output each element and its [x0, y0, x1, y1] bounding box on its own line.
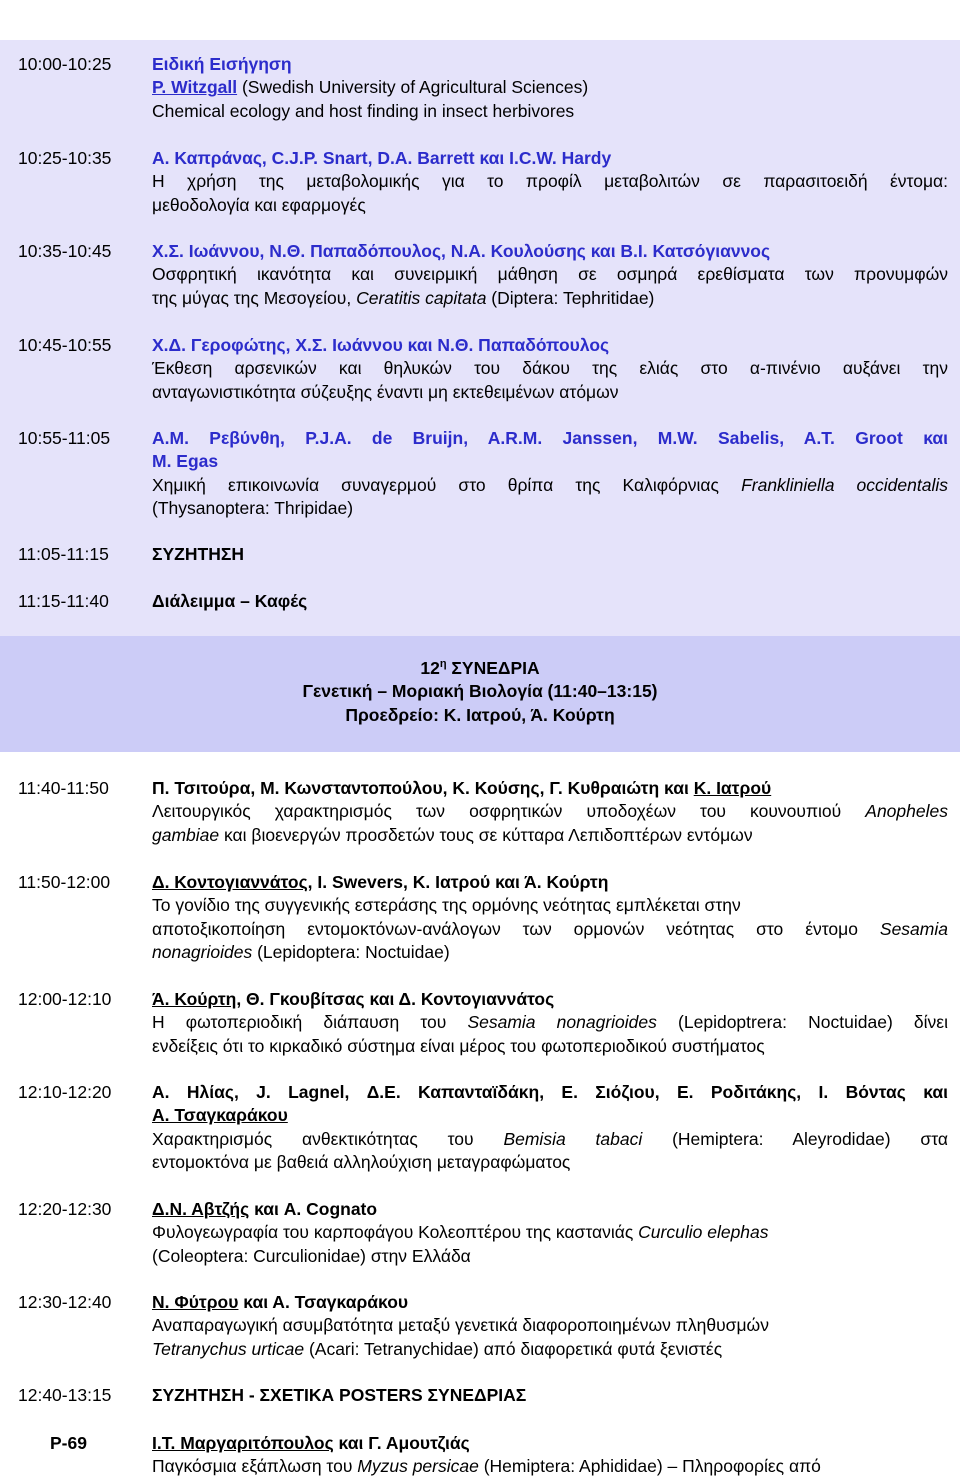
entry-time: 12:10-12:20: [18, 1082, 112, 1102]
session-topic: Γενετική – Μοριακή Βιολογία (11:40–13:15): [302, 681, 658, 702]
presenting-author: Δ. Κοντογιαννάτος: [152, 872, 308, 892]
talk-title-line: Έκθεση αρσενικών και θηλυκών του δάκου της ελιάς στο α-πινένιο αυξάνει την: [152, 358, 948, 379]
keynote-label: Ειδική Εισήγηση: [152, 54, 292, 74]
species-name: Sesamia: [879, 918, 948, 939]
talk-title-text: (Lepidoptrera: Noctuidae) δίνει: [656, 1012, 948, 1033]
discussion-label: ΣΥΖΗΤΗΣΗ - ΣΧΕΤΙΚΑ POSTERS ΣΥΝΕΔΡΙΑΣ: [152, 1385, 527, 1405]
species-name: gambiae: [152, 824, 220, 845]
session-title: $12^\eta$ ΣΥΝΕΔΡΙΑ: [420, 658, 540, 678]
talk-title-line: Η χρήση της μεταβολομικής για το προφίλ μεταβολιτών σε παρασιτοειδή έντομα:: [152, 171, 948, 192]
talk-title-text: Η φωτοπεριοδική διάπαυση του: [152, 1012, 468, 1033]
discussion-label: ΣΥΖΗΤΗΣΗ: [152, 544, 244, 564]
talk-title-text: αποτοξικοποίηση εντομοκτόνων-ανάλογων των ορμονών νεότητας στο έντομο: [152, 918, 880, 939]
talk-title-line: Το γονίδιο της συγγενικής εστεράσης της ορμόνης νεότητας εμπλέκεται στην: [152, 895, 741, 916]
species-name: Ceratitis capitata: [356, 287, 487, 308]
talk-title-text: της μύγας της Μεσογείου,: [152, 287, 357, 308]
entry-time: 11:40-11:50: [18, 778, 109, 798]
species-name: Myzus persicae: [357, 1456, 479, 1477]
presenting-author: Ν. Φύτρου: [152, 1292, 239, 1312]
talk-title-text: και βιοενεργών προσδετών τους σε κύτταρα Λεπιδοπτέρων εντόμων: [219, 824, 753, 845]
entry-time: 12:30-12:40: [18, 1292, 112, 1312]
talk-title-text: Χαρακτηρισμός ανθεκτικότητας του: [152, 1128, 504, 1149]
affiliation: (Swedish University of Agricultural Sciences): [237, 77, 589, 98]
species-name: Tetranychus urticae: [152, 1338, 305, 1359]
entry-time: 12:20-12:30: [18, 1199, 112, 1219]
entry-time: 10:55-11:05: [18, 428, 111, 448]
break-label: Διάλειμμα – Καφές: [152, 591, 308, 611]
session-header-band: [0, 636, 960, 752]
presenting-author: Ά. Κούρτη: [152, 989, 237, 1009]
authors: Χ.Σ. Ιωάννου, Ν.Θ. Παπαδόπουλος, Ν.Α. Κουλούσης και Β.Ι. Κατσόγιαννος: [152, 241, 771, 261]
species-name: nonagrioides: [152, 941, 253, 962]
talk-title-text: (Diptera: Tephritidae): [486, 287, 655, 308]
presenting-author: Α. Τσαγκαράκου: [152, 1105, 288, 1126]
entry-time: 10:25-10:35: [18, 148, 112, 168]
talk-title-line: Οσφρητική ικανότητα και συνειρμική μάθηση σε οσμηρά ερεθίσματα των προνυμφών: [152, 264, 948, 285]
presenting-author: Δ.Ν. Αβτζής: [152, 1199, 250, 1219]
authors: , I. Swevers, Κ. Ιατρού και Ά. Κούρτη: [307, 872, 609, 892]
species-name: Bemisia tabaci: [503, 1128, 643, 1149]
talk-title-text: Λειτουργικός χαρακτηρισμός των οσφρητικών υποδοχέων του κουνουπιού: [152, 801, 866, 822]
talk-title-line: ενδείξεις ότι το κιρκαδικό σύστημα είναι μέρος του φωτοπεριοδικού συστήματος: [152, 1035, 765, 1056]
authors: Α. Ηλίας, J. Lagnel, Δ.Ε. Καπανταϊδάκη, Ε. Σιόζιου, Ε. Ροδιτάκης, Ι. Βόντας και: [152, 1082, 948, 1102]
authors: M. Egas: [152, 451, 219, 472]
species-name: Anopheles: [865, 801, 948, 822]
authors: Π. Τσιτούρα, Μ. Κωνσταντοπούλου, Κ. Κούσης, Γ. Κυθραιώτη και: [152, 778, 694, 798]
species-name: Frankliniella occidentalis: [741, 474, 948, 495]
talk-title-line: εντομοκτόνα με βαθειά αλληλούχιση μεταγραφώματος: [152, 1151, 571, 1172]
talk-title: Chemical ecology and host finding in insect herbivores: [152, 100, 575, 121]
authors: , Θ. Γκουβίτσας και Δ. Κοντογιαννάτος: [236, 989, 555, 1009]
entry-time: 11:15-11:40: [18, 591, 109, 611]
talk-title-text: Χημική επικοινωνία συναγερμού στο θρίπα της Καλιφόρνιας: [152, 474, 742, 495]
entry-time: 12:40-13:15: [18, 1385, 112, 1405]
authors: Α.Μ. Ρεβύνθη, P.J.A. de Bruijn, A.R.M. Janssen, M.W. Sabelis, A.T. Groot και: [152, 428, 948, 448]
species-name: Curculio elephas: [638, 1222, 769, 1243]
species-name: Sesamia nonagrioides: [467, 1012, 657, 1033]
entry-time: 11:50-12:00: [18, 872, 111, 892]
presenting-author: Ι.Τ. Μαργαριτόπουλος: [152, 1433, 334, 1453]
talk-title-text: Φυλογεωγραφία του καρποφάγου Κολεοπτέρου της καστανιάς: [152, 1222, 639, 1243]
talk-title-text: (Acari: Tetranychidae) από διαφορετικά φυτά ξενιστές: [304, 1338, 723, 1359]
entry-time: 12:00-12:10: [18, 989, 112, 1009]
talk-title-line: (Coleoptera: Curculionidae) στην Ελλάδα: [152, 1245, 471, 1266]
entry-time: 10:35-10:45: [18, 241, 112, 261]
authors: και A. Cognato: [249, 1199, 378, 1219]
talk-title-text: (Lepidoptera: Noctuidae): [252, 941, 450, 962]
entry-time: 10:45-10:55: [18, 335, 112, 355]
entry-time: 11:05-11:15: [18, 544, 109, 564]
talk-title-text: (Hemiptera: Aleyrodidae) στα: [642, 1128, 949, 1149]
talk-title-line: (Thysanoptera: Thripidae): [152, 497, 354, 518]
speaker-name: P. Witzgall: [152, 77, 238, 98]
talk-title-line: ανταγωνιστικότητα σύζευξης έναντι μη εκτεθειμένων ατόμων: [152, 381, 619, 402]
authors: Χ.Δ. Γεροφώτης, Χ.Σ. Ιωάννου και Ν.Θ. Παπαδόπουλος: [152, 335, 610, 355]
talk-title-line: μεθοδολογία και εφαρμογές: [152, 194, 366, 215]
authors: και Α. Τσαγκαράκου: [238, 1292, 409, 1312]
talk-title-line: Αναπαραγωγική ασυμβατότητα μεταξύ γενετικά διαφοροποιημένων πληθυσμών: [152, 1315, 769, 1336]
presenting-author: Κ. Ιατρού: [693, 778, 772, 798]
poster-id: P-69: [50, 1433, 87, 1453]
talk-title-text: (Hemiptera: Aphididae) – Πληροφορίες από: [478, 1456, 821, 1477]
session-chairs: Προεδρείο: Κ. Ιατρού, Ά. Κούρτη: [345, 704, 615, 725]
entry-time: 10:00-10:25: [18, 54, 112, 74]
talk-title-text: Παγκόσμια εξάπλωση του: [152, 1456, 358, 1477]
authors: Α. Καπράνας, C.J.P. Snart, D.A. Barrett και I.C.W. Hardy: [152, 148, 612, 168]
authors: και Γ. Αμουτζιάς: [333, 1433, 470, 1453]
